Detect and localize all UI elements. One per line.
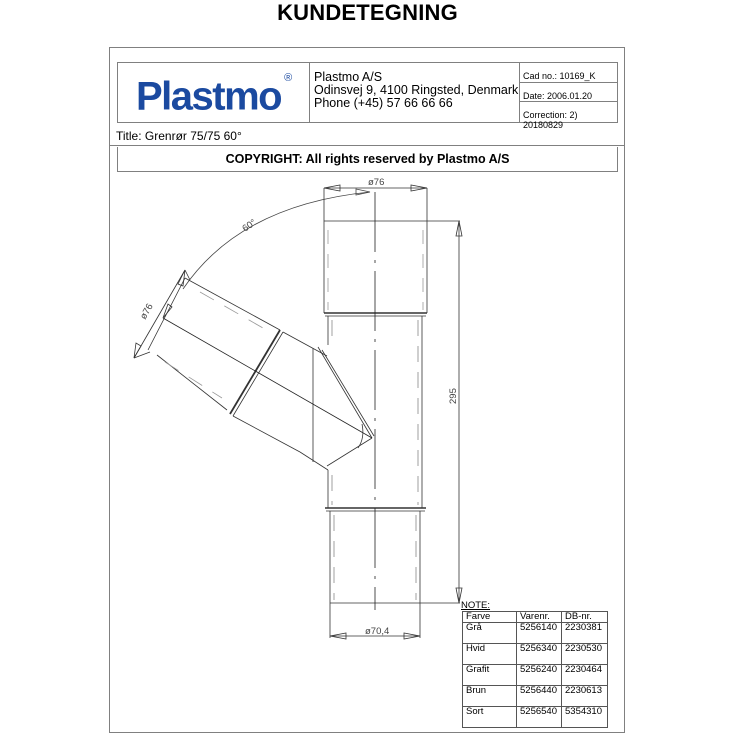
header-db-nr: DB-nr. bbox=[562, 612, 608, 623]
color-variants-table bbox=[462, 611, 608, 728]
db-number: 2230530 bbox=[562, 644, 608, 665]
company-address: Odinsvej 9, 4100 Ringsted, Denmark bbox=[314, 83, 519, 97]
logo-text: Plastmo bbox=[136, 74, 282, 119]
angle-label: 60° bbox=[240, 217, 259, 235]
drawing-date: Date: 2006.01.20 bbox=[520, 83, 617, 103]
top-diameter-label: ø76 bbox=[368, 177, 385, 188]
color-name: Sort bbox=[463, 707, 517, 728]
registered-mark: ® bbox=[284, 72, 293, 84]
color-name: Brun bbox=[463, 686, 517, 707]
db-number: 2230381 bbox=[562, 623, 608, 644]
item-number: 5256240 bbox=[517, 665, 562, 686]
drawing-title: Title: Grenrør 75/75 60° bbox=[109, 127, 625, 146]
item-number: 5256540 bbox=[517, 707, 562, 728]
db-number: 2230613 bbox=[562, 686, 608, 707]
copyright-notice: COPYRIGHT: All rights reserved by Plastmo A/S bbox=[117, 147, 618, 172]
table-header-row bbox=[463, 612, 608, 623]
branch-pipe bbox=[148, 278, 374, 470]
bottom-spigot bbox=[330, 511, 460, 603]
db-number: 2230464 bbox=[562, 665, 608, 686]
table-row bbox=[463, 707, 608, 728]
table-row bbox=[463, 686, 608, 707]
color-name: Grå bbox=[463, 623, 517, 644]
header-varenr: Varenr. bbox=[517, 612, 562, 623]
note-label: NOTE: bbox=[461, 600, 491, 611]
company-phone: Phone (+45) 57 66 66 66 bbox=[314, 96, 453, 110]
item-number: 5256440 bbox=[517, 686, 562, 707]
table-row bbox=[463, 665, 608, 686]
page-title: KUNDETEGNING bbox=[277, 0, 458, 25]
bottom-diameter-label: ø70,4 bbox=[365, 626, 390, 637]
correction: Correction: 2) 20180829 bbox=[523, 110, 578, 131]
table-row bbox=[463, 623, 608, 644]
db-number: 5354310 bbox=[562, 707, 608, 728]
company-name: Plastmo A/S bbox=[314, 70, 383, 84]
cad-number: Cad no.: 10169_K bbox=[520, 63, 617, 83]
top-socket bbox=[324, 221, 460, 316]
color-name: Hvid bbox=[463, 644, 517, 665]
item-number: 5256340 bbox=[517, 644, 562, 665]
main-body bbox=[325, 316, 426, 511]
item-number: 5256140 bbox=[517, 623, 562, 644]
table-row bbox=[463, 644, 608, 665]
header-farve: Farve bbox=[463, 612, 517, 623]
height-label: 295 bbox=[448, 388, 459, 404]
color-name: Grafit bbox=[463, 665, 517, 686]
branch-diameter-label: ø76 bbox=[138, 301, 156, 322]
